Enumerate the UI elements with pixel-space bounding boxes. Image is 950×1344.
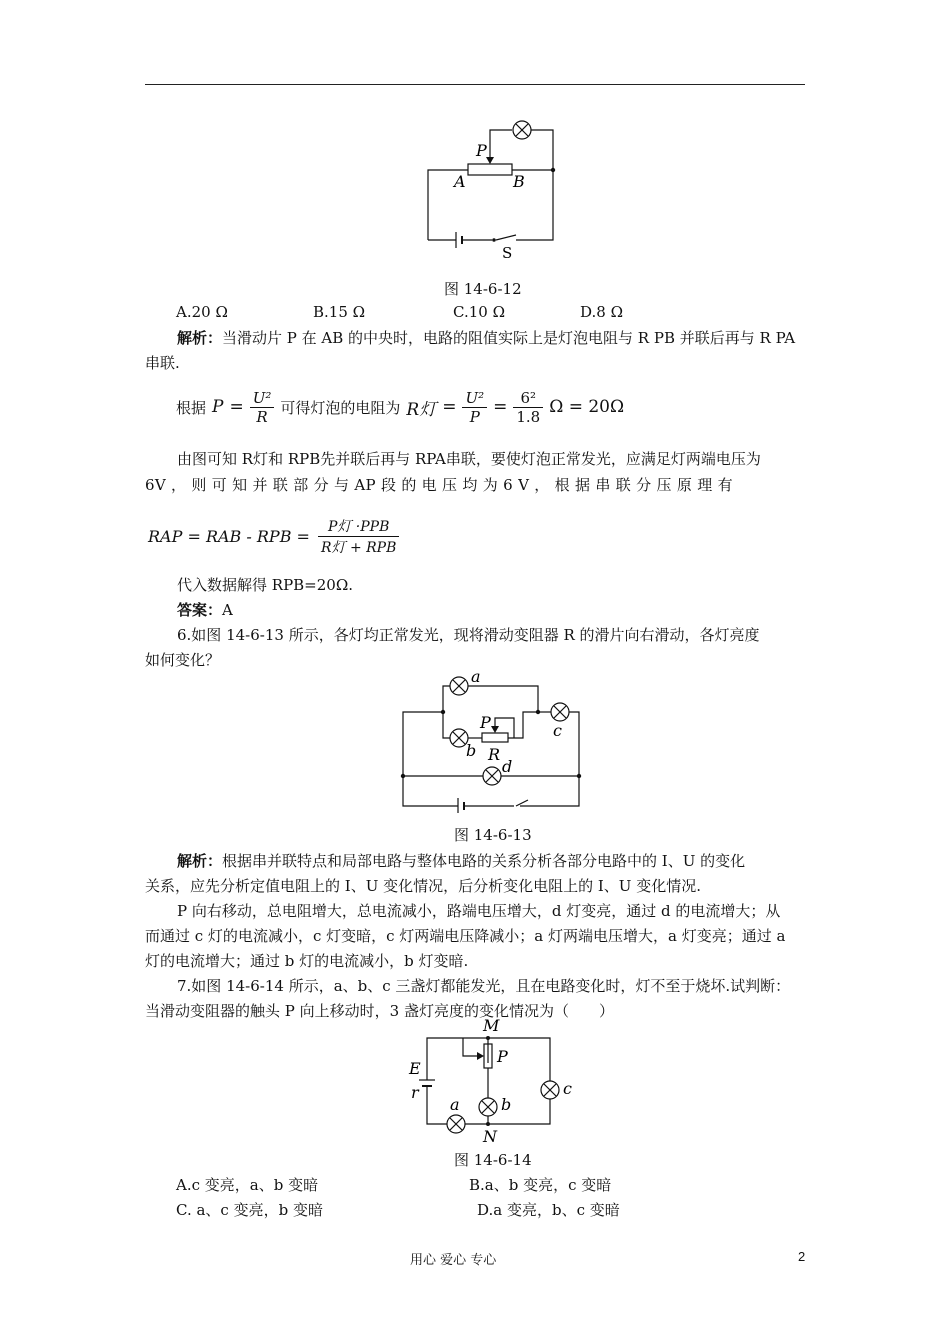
footer-center: 用心 爱心 专心 — [410, 1253, 497, 1268]
label-r-internal: r — [411, 1083, 419, 1102]
answer-line — [145, 598, 807, 623]
paragraph: 而通过 c 灯的电流减小，c 灯变暗，c 灯两端电压降减小；a 灯两端电压增大，a 灯变亮；通过 a — [145, 927, 786, 945]
option-c: C. a、c 变亮，b 变暗 — [176, 1201, 323, 1219]
label-n: N — [483, 1127, 497, 1146]
paragraph: P 向右移动，总电阻增大，总电流减小，路端电压增大，d 灯变亮，通过 d 的电流增大；从 — [177, 902, 781, 920]
analysis-paragraph: 解析：根据串并联特点和局部电路与整体电路的关系分析各部分电路中的 I、U 的变化 — [177, 852, 746, 870]
analysis-label: 解析： — [177, 852, 223, 870]
label-b: b — [466, 741, 477, 760]
question-6: 6.如图 14-6-13 所示，各灯均正常发光，现将滑动变阻器 R 的滑片向右滑动，各灯亮度 — [177, 626, 760, 644]
question-7-line: 当滑动变阻器的触头 P 向上移动时，3 盏灯亮度的变化情况为（ ） — [145, 1002, 614, 1020]
analysis-line: 串联. — [145, 354, 180, 372]
option-d: D.a 变亮，b、c 变暗 — [477, 1201, 620, 1219]
circuit-figure-14-6-12 — [420, 118, 570, 268]
result-line: 代入数据解得 RPB=20Ω. — [177, 576, 354, 594]
label-s: S — [502, 244, 513, 262]
paragraph: 灯的电流增大；通过 b 灯的电流减小，b 灯变暗. — [145, 952, 469, 970]
option-a: A.c 变亮，a、b 变暗 — [176, 1176, 319, 1194]
label-e: E — [409, 1059, 421, 1078]
analysis-label: 解析： — [177, 329, 223, 347]
analysis-paragraph: 解析：当滑动片 P 在 AB 的中央时，电路的阻值实际上是灯泡电阻与 R PB 并联后再与 R PA — [177, 329, 796, 347]
answer-value: A — [222, 601, 233, 619]
label-a: a — [450, 1095, 460, 1114]
formula-rap: RAP = RAB - RPB = $\frac{\text{P灯 ·PPB}}{\text{R灯 + RPB}}$ — [148, 508, 399, 564]
header-rule — [145, 84, 805, 85]
label-r: R — [488, 745, 501, 764]
label-b: B — [513, 172, 525, 191]
label-c: c — [563, 1079, 572, 1098]
question-6-line: 如何变化？ — [145, 651, 221, 669]
option-a: A.20 Ω — [176, 303, 228, 321]
label-a: a — [471, 668, 481, 686]
label-m: M — [483, 1018, 500, 1035]
figure-caption: 图 14-6-13 — [454, 826, 532, 844]
option-b: B.15 Ω — [313, 303, 366, 321]
label-p: P — [497, 1047, 508, 1066]
paragraph: 由图可知 R灯和 RPB先并联后再与 RPA串联，要使灯泡正常发光，应满足灯两端电压为 — [177, 450, 761, 468]
label-a: A — [454, 172, 466, 191]
label-d: d — [502, 757, 513, 776]
formula-lamp-resistance: 根据 P = $\frac{\text{U²}}{R}$ 可得灯泡的电阻为 R灯 = $\frac{\text{U²}}{P}$ = $\frac{\text{6²}}{1.8}$ Ω = 20Ω — [176, 388, 625, 426]
label-c: c — [553, 721, 562, 740]
analysis-line: 关系，应先分析定值电阻上的 I、U 变化情况，后分析变化电阻上的 I、U 变化情况. — [145, 877, 701, 895]
question-7: 7.如图 14-6-14 所示，a、b、c 三盏灯都能发光，且在电路变化时，灯不至于烧坏.试判断： — [177, 977, 791, 995]
option-b: B.a、b 变亮，c 变暗 — [469, 1176, 612, 1194]
circuit-figure-14-6-14 — [405, 1018, 585, 1146]
option-d: D.8 Ω — [580, 303, 624, 321]
paragraph: 6V ， 则 可 知 并 联 部 分 与 AP 段 的 电 压 均 为 6 V ， 根 据 串 联 分 压 原 理 有 — [145, 476, 733, 494]
figure-caption: 图 14-6-12 — [444, 280, 522, 298]
figure-caption: 图 14-6-14 — [454, 1151, 532, 1169]
label-p: P — [476, 141, 487, 160]
label-p: P — [480, 713, 491, 732]
option-c: C.10 Ω — [453, 303, 506, 321]
circuit-figure-14-6-13 — [398, 668, 588, 813]
page-number: 2 — [798, 1249, 806, 1264]
answer-label: 答案： — [177, 601, 223, 619]
label-b: b — [501, 1095, 512, 1114]
